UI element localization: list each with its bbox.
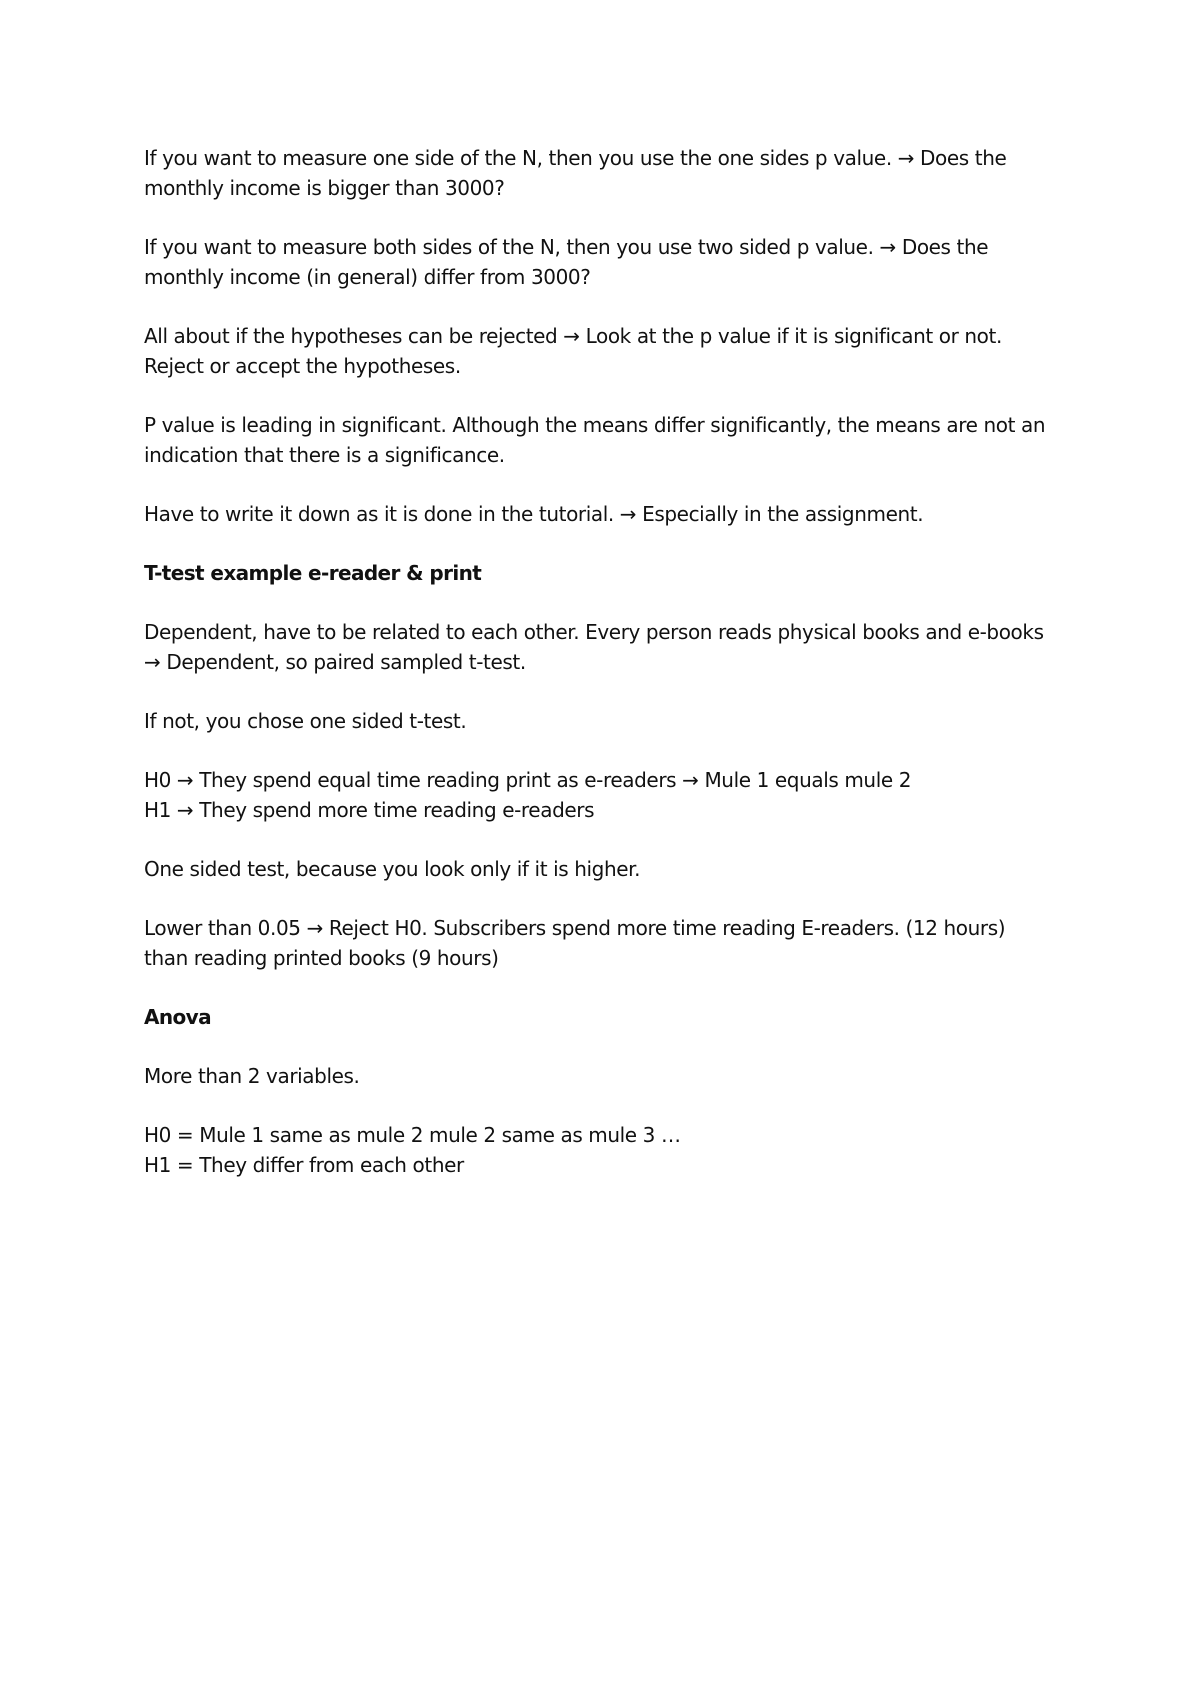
text-line: Have to write it down as it is done in the tutorial. → Especially in the assignment.: [144, 502, 924, 526]
text-line: If not, you chose one sided t-test.: [144, 709, 467, 733]
text-line: One sided test, because you look only if it is higher.: [144, 857, 641, 881]
paragraph-p-value-leading: [144, 410, 1064, 470]
text-line: P value is leading in significant. Although the means differ significantly, the means are not an: [144, 413, 1046, 437]
paragraph-hypotheses-ttest: [144, 765, 1064, 825]
paragraph-dependent: [144, 617, 1064, 677]
text-line: All about if the hypotheses can be rejected → Look at the p value if it is significant or not.: [144, 324, 1002, 348]
text-line: H1 = They differ from each other: [144, 1153, 464, 1177]
text-line: Dependent, have to be related to each other. Every person reads physical books and e-books: [144, 620, 1044, 644]
text-line: If you want to measure one side of the N, then you use the one sides p value. → Does the: [144, 146, 1007, 170]
paragraph-write-down: [144, 499, 1064, 529]
paragraph-one-sided-test: [144, 854, 1064, 884]
text-line: than reading printed books (9 hours): [144, 946, 499, 970]
text-line: monthly income is bigger than 3000?: [144, 176, 505, 200]
text-line: monthly income (in general) differ from 3000?: [144, 265, 591, 289]
paragraph-if-not: [144, 706, 1064, 736]
section-heading-anova: Anova: [144, 1005, 211, 1029]
section-heading-ttest: T-test example e-reader & print: [144, 561, 482, 585]
text-line: → Dependent, so paired sampled t-test.: [144, 650, 526, 674]
text-line: Lower than 0.05 → Reject H0. Subscribers spend more time reading E-readers. (12 hours): [144, 916, 1006, 940]
text-line: H0 → They spend equal time reading print as e-readers → Mule 1 equals mule 2: [144, 768, 912, 792]
text-line: H0 = Mule 1 same as mule 2 mule 2 same as mule 3 …: [144, 1123, 681, 1147]
text-line: More than 2 variables.: [144, 1064, 360, 1088]
paragraph-more-than-two: [144, 1061, 1064, 1091]
document-body: [144, 143, 1064, 1209]
text-line: If you want to measure both sides of the N, then you use two sided p value. → Does the: [144, 235, 989, 259]
paragraph-hypotheses-anova: [144, 1120, 1064, 1180]
text-line: Reject or accept the hypotheses.: [144, 354, 461, 378]
text-line: indication that there is a significance.: [144, 443, 505, 467]
text-line: H1 → They spend more time reading e-readers: [144, 798, 595, 822]
paragraph-two-sided-p-value: [144, 232, 1064, 292]
paragraph-reject-hypotheses: [144, 321, 1064, 381]
paragraph-lower-than: [144, 913, 1064, 973]
paragraph-one-sided-p-value: [144, 143, 1064, 203]
